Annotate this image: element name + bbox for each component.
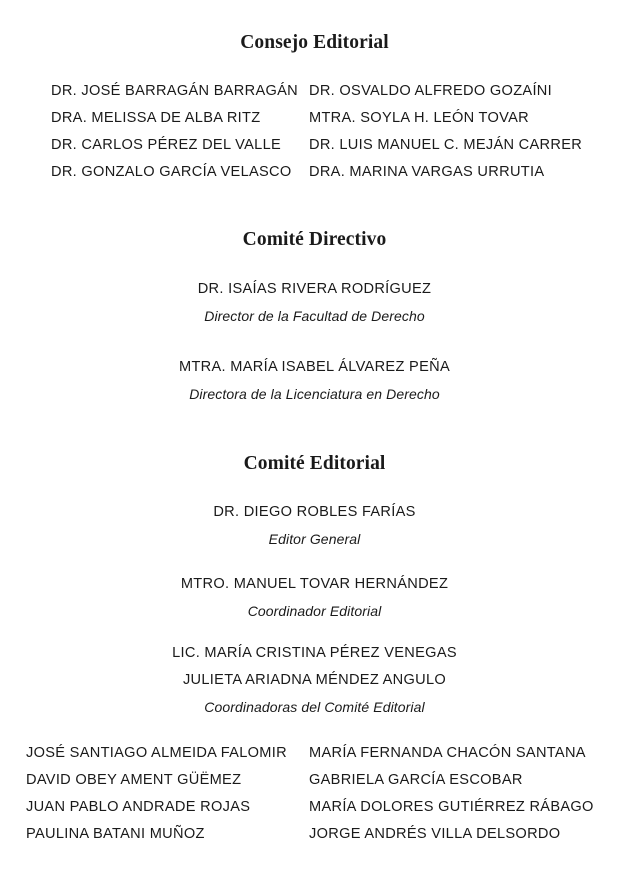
consejo-member: DRA. MELISSA DE ALBA RITZ (51, 110, 261, 126)
coordinadoras-role: Coordinadoras del Comité Editorial (204, 699, 425, 715)
coordinador-editorial-name: MTRO. MANUEL TOVAR HERNÁNDEZ (180, 576, 449, 592)
comite-member: JOSÉ SANTIAGO ALMEIDA FALOMIR (26, 745, 287, 761)
consejo-member: DRA. MARINA VARGAS URRUTIA (309, 164, 545, 180)
consejo-editorial-heading: Consejo Editorial (240, 32, 389, 53)
directivo-member-name: MTRA. MARÍA ISABEL ÁLVAREZ PEÑA (179, 359, 450, 375)
consejo-member: DR. LUIS MANUEL C. MEJÁN CARRER (309, 137, 583, 153)
comite-member: JORGE ANDRÉS VILLA DELSORDO (309, 826, 561, 842)
consejo-member: DR. JOSÉ BARRAGÁN BARRAGÁN (51, 83, 299, 99)
comite-member: GABRIELA GARCÍA ESCOBAR (309, 772, 523, 788)
comite-member: JUAN PABLO ANDRADE ROJAS (26, 799, 251, 815)
consejo-member: DR. OSVALDO ALFREDO GOZAÍNI (309, 83, 552, 99)
editor-general-role: Editor General (268, 531, 361, 547)
coordinadora-name: JULIETA ARIADNA MÉNDEZ ANGULO (182, 672, 447, 688)
comite-right-column (309, 740, 594, 848)
consejo-member: DR. GONZALO GARCÍA VELASCO (51, 164, 292, 180)
coordinadora-name: LIC. MARÍA CRISTINA PÉREZ VENEGAS (172, 645, 457, 661)
comite-member: MARÍA FERNANDA CHACÓN SANTANA (309, 745, 586, 761)
comite-member: PAULINA BATANI MUÑOZ (26, 826, 205, 842)
consejo-left-column (51, 78, 298, 186)
comite-member: DAVID OBEY AMENT GÜËMEZ (26, 772, 242, 788)
directivo-member-role: Directora de la Licenciatura en Derecho (189, 386, 440, 402)
comite-left-column (26, 740, 287, 848)
coordinador-editorial-role: Coordinador Editorial (247, 603, 382, 619)
consejo-member: MTRA. SOYLA H. LEÓN TOVAR (309, 110, 529, 126)
comite-editorial-heading: Comité Editorial (243, 453, 386, 474)
comite-directivo-heading: Comité Directivo (242, 229, 387, 250)
consejo-member: DR. CARLOS PÉREZ DEL VALLE (51, 137, 282, 153)
comite-member: MARÍA DOLORES GUTIÉRREZ RÁBAGO (309, 799, 594, 815)
consejo-right-column (309, 78, 582, 186)
directivo-member-name: DR. ISAÍAS RIVERA RODRÍGUEZ (197, 281, 432, 297)
directivo-member-role: Director de la Facultad de Derecho (204, 308, 425, 324)
editor-general-name: DR. DIEGO ROBLES FARÍAS (213, 504, 416, 520)
